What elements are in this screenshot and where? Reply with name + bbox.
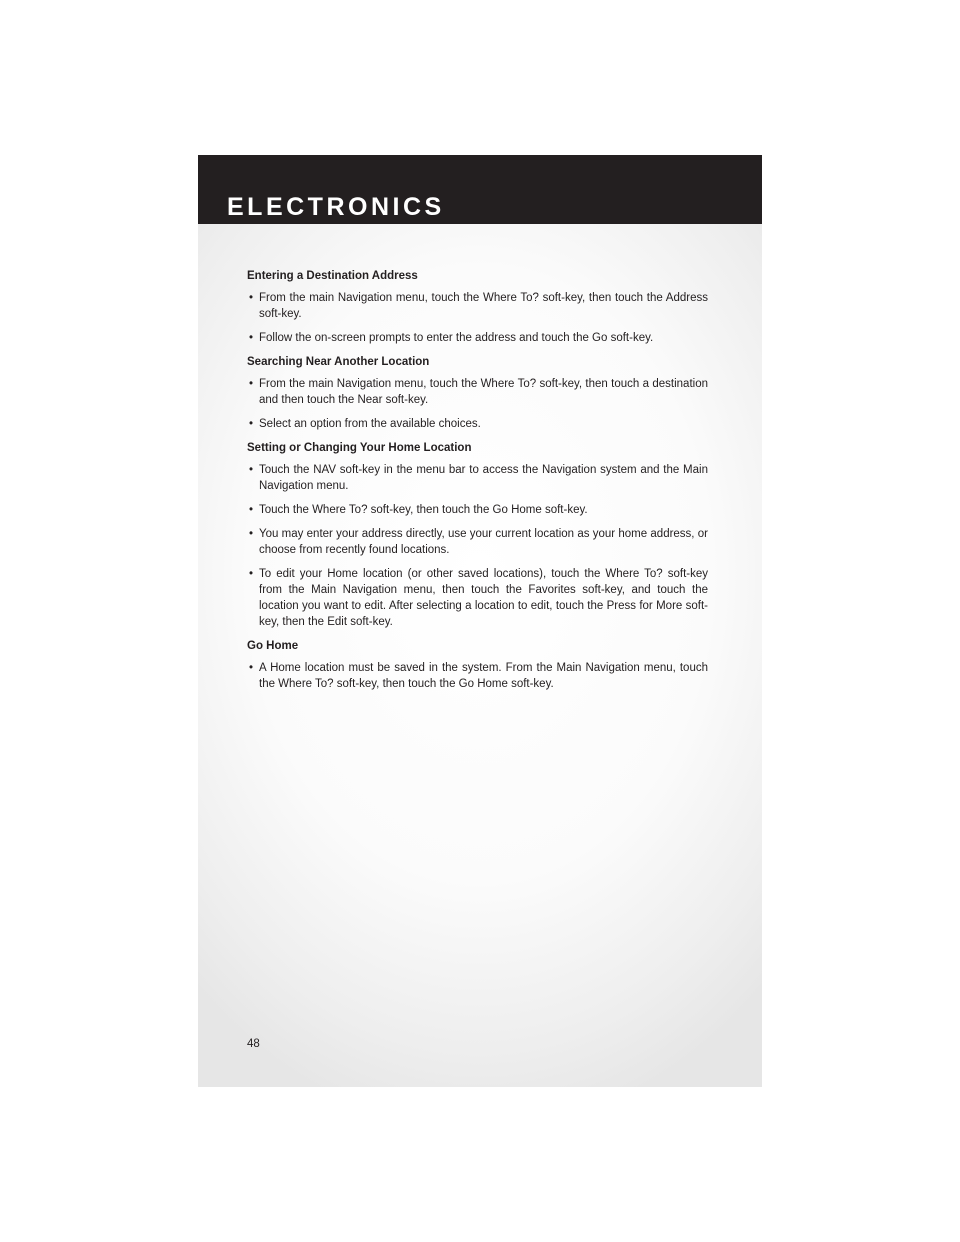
- section-entering-destination: [247, 268, 708, 346]
- bullet-icon: •: [249, 332, 254, 344]
- bullet-icon: •: [249, 418, 254, 430]
- bullet-icon: •: [249, 378, 254, 390]
- bullet-text: You may enter your address directly, use your current location as your home address, or choose from recently found locations.: [259, 528, 708, 556]
- bullet-item: [247, 502, 708, 518]
- page-number: 48: [247, 1038, 260, 1050]
- bullet-icon: •: [249, 662, 254, 674]
- bullet-item: [247, 416, 708, 432]
- manual-page: [198, 155, 762, 1087]
- bullet-icon: •: [249, 464, 254, 476]
- bullet-text: Touch the NAV soft-key in the menu bar to access the Navigation system and the Main Navigation menu.: [259, 464, 708, 492]
- section-go-home: [247, 638, 708, 692]
- bullet-item: [247, 660, 708, 692]
- bullet-item: [247, 566, 708, 630]
- bullet-item: [247, 526, 708, 558]
- section-heading: Searching Near Another Location: [247, 356, 430, 368]
- section-searching-near: [247, 354, 708, 432]
- page-content: [247, 268, 708, 700]
- section-title: ELECTRONICS: [227, 193, 445, 221]
- bullet-text: Select an option from the available choices.: [259, 418, 481, 430]
- bullet-icon: •: [249, 504, 254, 516]
- section-heading: Go Home: [247, 640, 299, 652]
- bullet-icon: •: [249, 568, 254, 580]
- bullet-item: [247, 462, 708, 494]
- section-heading: Entering a Destination Address: [247, 270, 418, 282]
- bullet-text: Touch the Where To? soft-key, then touch the Go Home soft-key.: [259, 504, 588, 516]
- bullet-item: [247, 330, 708, 346]
- bullet-icon: •: [249, 292, 254, 304]
- bullet-text: From the main Navigation menu, touch the Where To? soft-key, then touch the Address soft-key.: [259, 292, 708, 320]
- bullet-text: Follow the on-screen prompts to enter the address and touch the Go soft-key.: [259, 332, 654, 344]
- bullet-icon: •: [249, 528, 254, 540]
- section-header-bar: [198, 155, 762, 224]
- section-home-location: [247, 440, 708, 630]
- bullet-item: [247, 290, 708, 322]
- bullet-text: To edit your Home location (or other saved locations), touch the Where To? soft-key from the Main Navigation menu, then touch the Favorites soft-key, and touch the location you want to edit. After selecting a location to edit, touch the Press for More soft-key, then the Edit soft-key.: [259, 568, 708, 628]
- bullet-item: [247, 376, 708, 408]
- bullet-text: A Home location must be saved in the system. From the Main Navigation menu, touch the Where To? soft-key, then touch the Go Home soft-key.: [259, 662, 708, 690]
- section-heading: Setting or Changing Your Home Location: [247, 442, 472, 454]
- bullet-text: From the main Navigation menu, touch the Where To? soft-key, then touch a destination and then touch the Near soft-key.: [259, 378, 708, 406]
